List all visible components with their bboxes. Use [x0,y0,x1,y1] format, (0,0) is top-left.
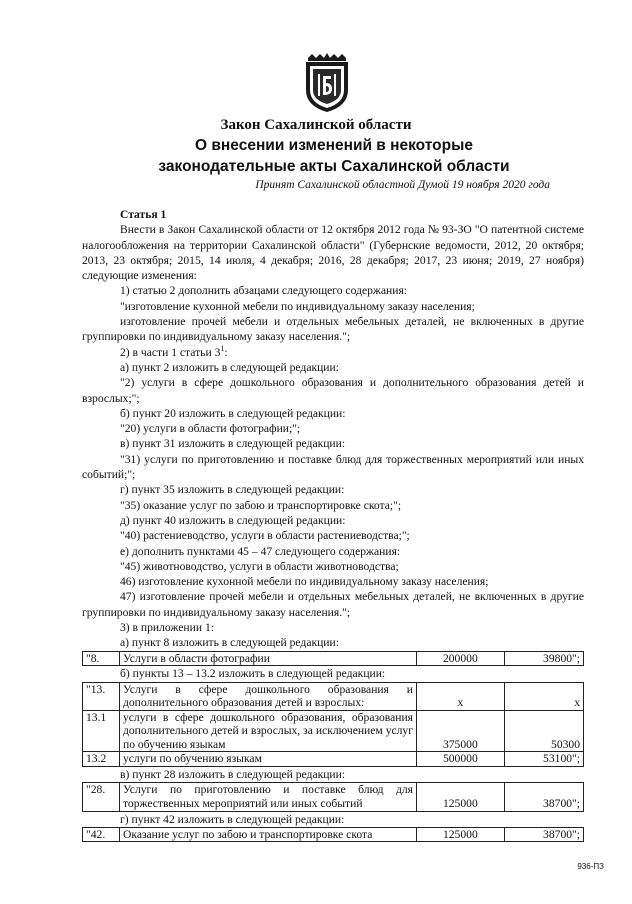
paragraph-group-1 [82,283,584,344]
table-cell-v1: 375000 [416,710,504,752]
table-cell-v1: 500000 [416,752,504,767]
note-b: б) пункты 13 – 13.2 изложить в следующей редакции: [120,667,386,681]
paragraph-group-2 [82,360,584,651]
table-item-8 [82,651,584,667]
table-cell-name: услуги по обучению языкам [119,752,416,767]
paragraph-line: 3) в приложении 1: [120,621,214,635]
table-row [83,682,584,710]
table-cell-num: "42. [83,827,120,842]
law-title: Закон Сахалинской области [220,117,412,133]
table-cell-v1: х [416,682,504,710]
table-row [83,827,584,842]
paragraph-line: 46) изготовление кухонной мебели по индивидуальному заказу населения; [120,575,489,589]
paragraph-line: е) дополнить пунктами 45 – 47 следующего содержания: [120,544,401,558]
paragraph-line: "2) услуги в сфере дошкольного образования и дополнительного образования детей и взрослых;"; [82,376,584,405]
paragraph-line: б) пункт 20 изложить в следующей редакции: [120,406,346,420]
paragraph-line: "40) растениеводство, услуги в области растениеводства;"; [120,529,410,543]
table-cell-v2: 39800"; [504,651,583,666]
paragraph-line: а) пункт 2 изложить в следующей редакции: [120,360,339,374]
coat-of-arms-icon [300,52,354,114]
table-cell-num: "13. [83,682,120,710]
table-cell-num: 13.1 [83,710,120,752]
table-row [83,752,584,767]
table-item-42 [82,827,584,843]
table-cell-name: услуги в сфере дошкольного образования, образования дополнительного детей и взрослых, за исключением услуг по обучению языкам [119,710,416,752]
table-cell-v1: 125000 [416,827,504,842]
item-2-heading: 2) в части 1 статьи $3^1$: [120,343,228,359]
table-cell-num: "8. [83,651,120,666]
law-subtitle-line2: законодательные акты Сахалинской области [158,158,510,175]
paragraph-line: г) пункт 35 изложить в следующей редакции: [120,483,345,497]
adoption-note: Принят Сахалинской областной Думой 19 ноября 2020 года [255,179,550,191]
article-intro: Внести в Закон Сахалинской области от 12 октября 2012 года № 93-ЗО "О патентной системе налогообложения на территории Сахалинской области" (Губернские ведомости, 2012, 20 октября; 2013, 23 октября; 2015, 14 июля, 4 декабря; 2016, 28 декабря; 2017, 23 июня; 2019, 27 ноября) следующие изменения: [82,223,584,283]
paragraph-line: в) пункт 31 изложить в следующей редакции: [120,437,346,451]
paragraph-line: "45) животноводство, услуги в области животноводства; [120,559,399,573]
table-cell-v1: 200000 [416,651,504,666]
paragraph-line: "20) услуги в области фотографии;"; [120,422,301,436]
note-c: в) пункт 28 изложить в следующей редакции: [120,768,346,782]
paragraph-line: "изготовление кухонной мебели по индивидуальному заказу населения; [120,299,475,313]
table-row [83,783,584,811]
paragraph-line: д) пункт 40 изложить в следующей редакции: [120,513,346,527]
table-items-13 [82,682,584,768]
table-cell-name: Услуги в сфере дошкольного образования и дополнительного образования детей и взрослых: [119,682,416,710]
table-cell-name: Услуги в области фотографии [119,651,416,666]
table-cell-v2: 53100"; [504,752,583,767]
table-cell-v1: 125000 [416,783,504,811]
document-body [82,207,584,842]
table-cell-v2: х [504,682,583,710]
paragraph-line: а) пункт 8 изложить в следующей редакции: [120,636,339,650]
article-heading: Статья 1 [120,208,167,221]
law-subtitle-line1: О внесении изменений в некоторые [195,137,473,154]
paragraph-line: "35) оказание услуг по забою и транспортировке скота;"; [120,498,402,512]
table-cell-v2: 38700"; [504,783,583,811]
table-cell-num: "28. [83,783,120,811]
table-cell-num: 13.2 [83,752,120,767]
table-cell-v2: 38700"; [504,827,583,842]
table-row [83,651,584,666]
paragraph-line: 47) изготовление прочей мебели и отдельных мебельных деталей, не включенных в другие группировки по индивидуальному заказу населения."; [82,590,584,619]
table-cell-name: Оказание услуг по забою и транспортировке скота [119,827,416,842]
table-item-28 [82,782,584,811]
table-row [83,710,584,752]
paragraph-line: "31) услуги по приготовлению и поставке блюд для торжественных мероприятий или иных событий;"; [82,452,584,482]
table-cell-name: Услуги по приготовлению и поставке блюд для торжественных мероприятий или иных событий [119,783,416,811]
note-d: г) пункт 42 изложить в следующей редакции: [120,812,345,826]
document-code: 936-ПЗ [577,862,604,871]
paragraph-line: изготовление прочей мебели и отдельных мебельных деталей, не включенных в другие группировки по индивидуальному заказу населения."; [82,315,584,344]
paragraph-line: 1) статью 2 дополнить абзацами следующего содержания: [120,284,408,298]
table-cell-v2: 50300 [504,710,583,752]
